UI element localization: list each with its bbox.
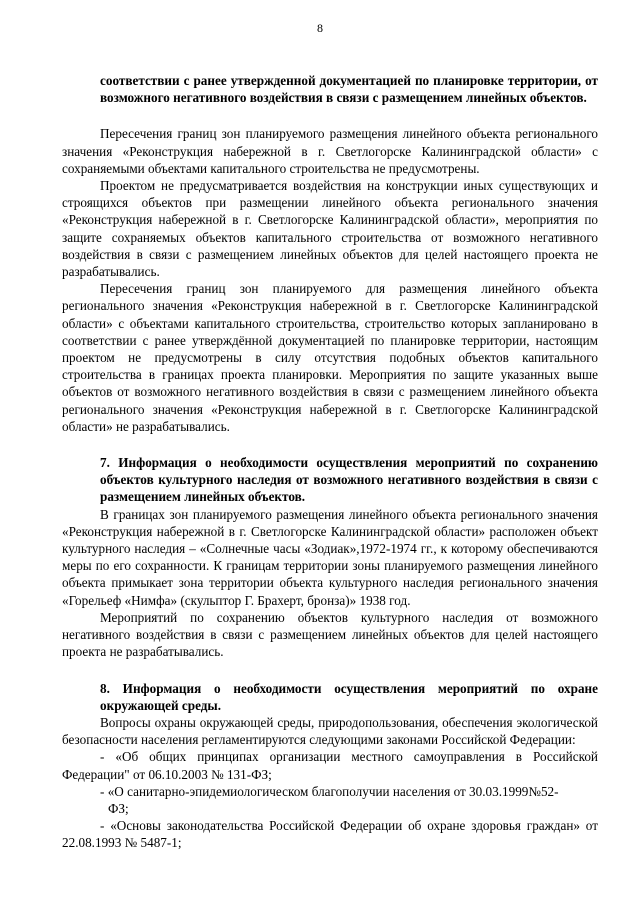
law-list-item: - «О санитарно-эпидемиологическом благополучии населения от 30.03.1999№52- <box>100 783 559 799</box>
spacer <box>62 435 598 454</box>
paragraph: Мероприятий по сохранению объектов культурного наследия от возможного негативного воздействия в связи с размещением линейных объектов для целей настоящего проекта не разрабатывались. <box>62 609 598 660</box>
paragraph: Пересечения границ зон планируемого размещения линейного объекта регионального значения «Реконструкция набережной в г. Светлогорске Калининградской области» с сохраняемыми объектами капитального строительства не предусмотрены. <box>62 126 598 176</box>
paragraph: В границах зон планируемого размещения линейного объекта регионального значения «Реконструкция набережной в г. Светлогорске Калининградской области» расположен объект культурного наследия – «Солнечные часы «Зодиак»,1972-1974 гг., к которому обеспечиваются меры по его сохранности. К границам территории зоны планируемого размещения линейного объекта примыкает зона территории объекта культурного наследия регионального значения «Горельеф «Нимфа» (скульптор Г. Брахерт, бронза)» 1938 год. <box>62 506 598 608</box>
section-7-heading: 7. Информация о необходимости осуществления мероприятий по сохранению объектов культурного наследия от возможного негативного воздействия в связи с размещением линейных объектов. <box>100 455 598 505</box>
spacer <box>62 106 598 125</box>
law-list-item: - «Основы законодательства Российской Федерации об охране здоровья граждан» от 22.08.1993 № 5487-1; <box>62 818 598 851</box>
page-number: 8 <box>317 21 323 35</box>
page-content <box>62 72 598 852</box>
law-list-item-continuation: ФЗ; <box>108 800 129 816</box>
paragraph: Пересечения границ зон планируемого для размещения линейного объекта регионального значения «Реконструкция набережной в г. Светлогорске Калининградской области» с объектами капитального строительства, строительство которых запланировано в соответствии с ранее утверждённой документацией по планировке территории, настоящим проектом не предусмотрены в силу отсутствия подобных объектов капитального строительства в границах проекта планировки. Мероприятия по защите указанных выше объектов от возможного негативного воздействия в связи с размещением линейного объекта регионального значения «Реконструкция набережной в г. Светлогорске Калининградской области» не разрабатывались. <box>62 281 598 434</box>
section-8-heading: 8. Информация о необходимости осуществления мероприятий по охране окружающей среды. <box>100 680 598 713</box>
paragraph: Вопросы охраны окружающей среды, природопользования, обеспечения экологической безопасности населения регламентируются следующими законами Российской Федерации: <box>62 714 598 748</box>
intro-heading: соответствии с ранее утвержденной документацией по планировке территории, от возможного негативного воздействия в связи с размещением линейных объектов. <box>100 73 598 106</box>
paragraph: Проектом не предусматривается воздействия на конструкции иных существующих и строящихся объектов при размещении линейного объекта регионального значения «Реконструкция набережной в г. Светлогорске Калининградской области», мероприятия по защите сохраняемых объектов капитального строительства от возможного негативного воздействия в связи с размещением линейных объектов для целей настоящего проекта не разрабатывались. <box>62 178 598 280</box>
spacer <box>62 661 598 680</box>
law-list-item: - «Об общих принципах организации местного самоуправления в Российской Федерации" от 06.10.2003 № 131-ФЗ; <box>62 749 598 782</box>
